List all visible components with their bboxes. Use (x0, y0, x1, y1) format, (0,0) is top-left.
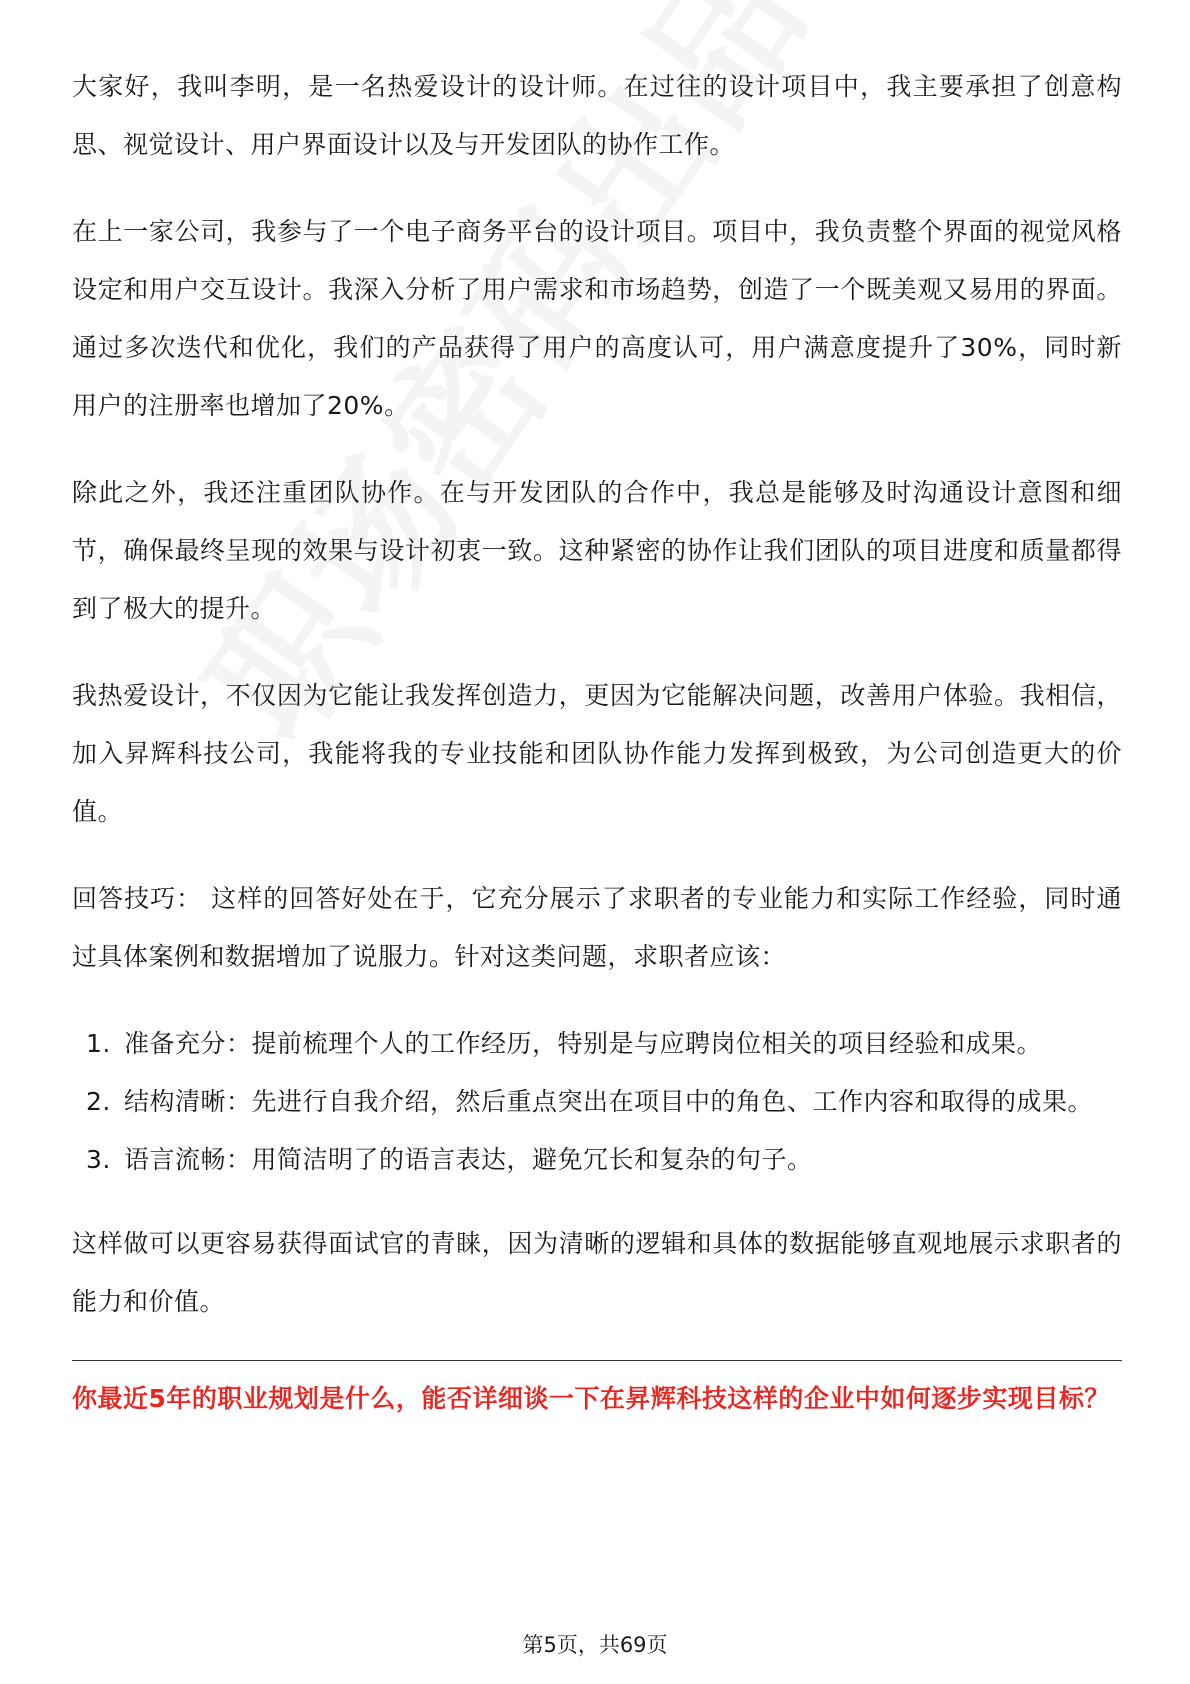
list-number: 2. (86, 1087, 111, 1116)
list-item-text: 结构清晰：先进行自我介绍，然后重点突出在项目中的角色、工作内容和取得的成果。 (124, 1087, 1094, 1116)
intro-paragraph: 大家好，我叫李明，是一名热爱设计的设计师。在过往的设计项目中，我主要承担了创意构思、视觉设计、用户界面设计以及与开发团队的协作工作。 (72, 72, 1122, 159)
document-body (72, 58, 1122, 1419)
teamwork-paragraph: 除此之外，我还注重团队协作。在与开发团队的合作中，我总是能够及时沟通设计意图和细节，确保最终呈现的效果与设计初衷一致。这种紧密的协作让我们团队的项目进度和质量都得到了极大的提升。 (72, 478, 1122, 623)
list-item-text: 准备充分：提前梳理个人的工作经历，特别是与应聘岗位相关的项目经验和成果。 (124, 1029, 1043, 1058)
list-item-text: 语言流畅：用简洁明了的语言表达，避免冗长和复杂的句子。 (124, 1145, 813, 1174)
motivation-paragraph: 我热爱设计，不仅因为它能让我发挥创造力，更因为它能解决问题，改善用户体验。我相信，加入昇辉科技公司，我能将我的专业技能和团队协作能力发挥到极致，为公司创造更大的价值。 (72, 681, 1122, 826)
list-item (72, 1131, 1122, 1189)
page-number: 第5页，共69页 (522, 1633, 668, 1657)
next-question-heading: 你最近5年的职业规划是什么，能否详细谈一下在昇辉科技这样的企业中如何逐步实现目标？ (72, 1384, 1110, 1413)
list-item (72, 1015, 1122, 1073)
tips-list (72, 1015, 1122, 1189)
closing-paragraph: 这样做可以更容易获得面试官的青睐，因为清晰的逻辑和具体的数据能够直观地展示求职者的能力和价值。 (72, 1229, 1122, 1316)
list-item (72, 1073, 1122, 1131)
list-number: 1. (86, 1029, 111, 1058)
project-paragraph: 在上一家公司，我参与了一个电子商务平台的设计项目。项目中，我负责整个界面的视觉风格设定和用户交互设计。我深入分析了用户需求和市场趋势，创造了一个既美观又易用的界面。通过多次迭代和优化，我们的产品获得了用户的高度认可，用户满意度提升了30%，同时新用户的注册率也增加了20%。 (72, 217, 1122, 420)
section-divider (72, 1360, 1122, 1361)
answer-tips-paragraph: 回答技巧： 这样的回答好处在于，它充分展示了求职者的专业能力和实际工作经验，同时通过具体案例和数据增加了说服力。针对这类问题，求职者应该： (72, 884, 1122, 971)
list-number: 3. (86, 1145, 111, 1174)
